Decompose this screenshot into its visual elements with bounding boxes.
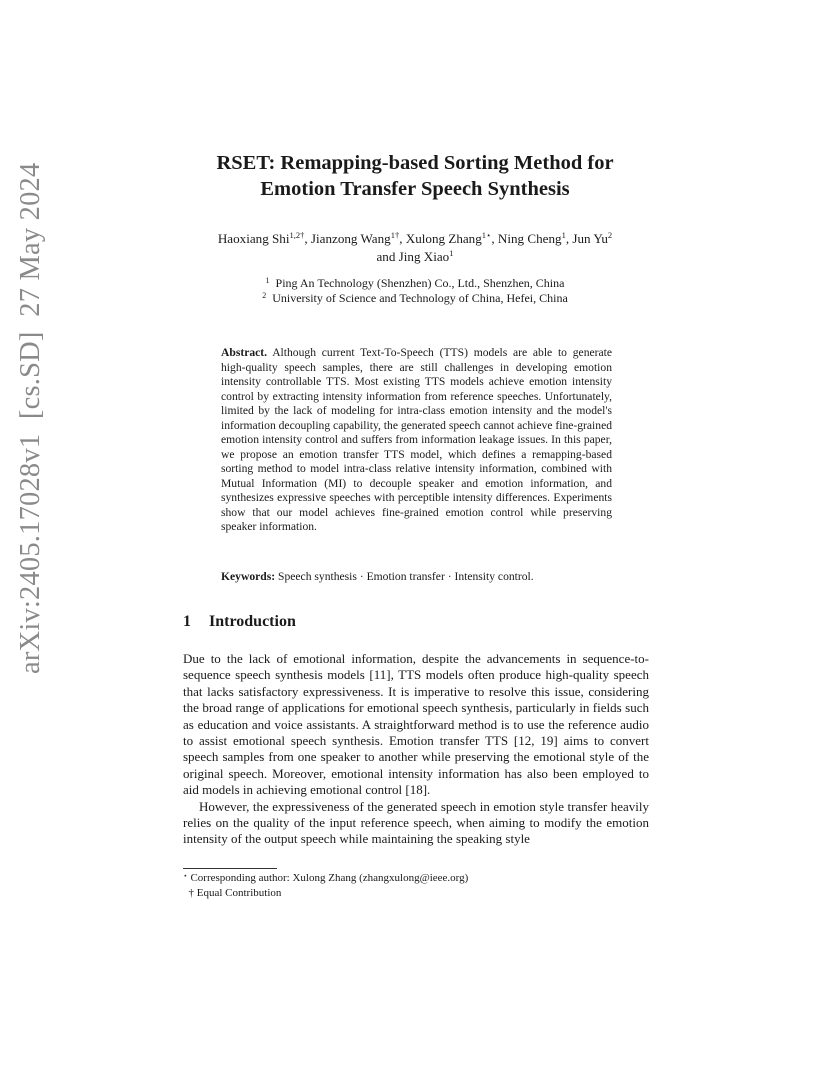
affiliations — [140, 276, 690, 306]
footnote-equal-contribution: † Equal Contribution — [188, 886, 282, 899]
author-4: Ning Cheng$^1$, — [497, 230, 573, 246]
author-3: Xulong Zhang$^{1⋆}$, — [405, 230, 498, 246]
abstract-text: Although current Text-To-Speech (TTS) models are able to generate high-quality speech samples, there are still challenges in developing emotion intensity controllable TTS. Most existing TTS models achieve emotion intensity control by extracting intensity information from reference speeches. Unfortunately, limited by the lack of modeling for intra-class emotion intensity and the model's information decoupling capability, the generated speech cannot achieve fine-grained emotion intensity control and suffers from information leakage issues. In this paper, we propose an emotion transfer TTS model, which defines a remapping-based sorting method to model intra-class relative intensity information, combined with Mutual Information (MI) to decouple speaker and emotion information, and synthesizes expressive speeches with perceptible intensity differences. Experiments show that our model achieves fine-grained emotion control while preserving speaker information. — [221, 346, 613, 533]
author-1: Haoxiang Shi$^{1,2\dagger}$, — [217, 230, 311, 246]
arxiv-identifier-stamp: arXiv:2405.17028v1 [cs.SD] 27 May 2024 — [15, 162, 46, 674]
section-number: 1 — [183, 613, 191, 630]
affiliation-1: $^1$ Ping An Technology (Shenzhen) Co., Ltd., Shenzhen, China — [265, 276, 565, 290]
title-line-2: Emotion Transfer Speech Synthesis — [260, 178, 570, 200]
keywords-text: Speech synthesis · Emotion transfer · Intensity control. — [278, 570, 534, 583]
author-5: Jun Yu$^2$ — [572, 230, 613, 246]
section-title: Introduction — [209, 613, 296, 630]
paragraph: However, the expressiveness of the generated speech in emotion style transfer heavily relies on the quality of the input reference speech, when aiming to modify the emotion intensity of the output speech while maintaining the speaking style — [183, 798, 649, 847]
abstract — [221, 346, 612, 535]
affiliation-2: $^2$ University of Science and Technology of China, Hefei, China — [262, 291, 568, 305]
author-list — [140, 230, 690, 266]
keywords — [221, 569, 621, 584]
keywords-label: Keywords: — [221, 570, 276, 583]
footnote-divider — [183, 868, 277, 869]
abstract-label: Abstract. — [221, 346, 268, 359]
introduction-body — [183, 651, 649, 848]
footnotes — [183, 871, 468, 900]
section-heading — [183, 612, 296, 632]
paper-title — [150, 150, 680, 202]
paragraph: Due to the lack of emotional information, despite the advancements in sequence-to-sequence speech synthesis models [11], TTS models often produce high-quality speech that lacks satisfactory expressiveness. It is imperative to resolve this issue, considering the broad range of applications for emotional speech synthesis, particularly in fields such as education and voice assistants. A straightforward method is to use the reference audio to assist emotional speech synthesis. Emotion transfer TTS [12, 19] aims to convert speech samples from one speaker to another while preserving the emotional style of the original speech. Moreover, emotional intensity information has also been employed to aid models in achieving emotional control [18]. — [183, 651, 649, 798]
author-2: Jianzong Wang$^{1\dagger}$, — [310, 230, 406, 246]
title-line-1: RSET: Remapping-based Sorting Method for — [216, 152, 614, 174]
footnote-corresponding-author: ⋆ Corresponding author: Xulong Zhang (zhangxulong@ieee.org) — [183, 871, 469, 884]
author-6: and Jing Xiao$^1$ — [376, 248, 454, 264]
